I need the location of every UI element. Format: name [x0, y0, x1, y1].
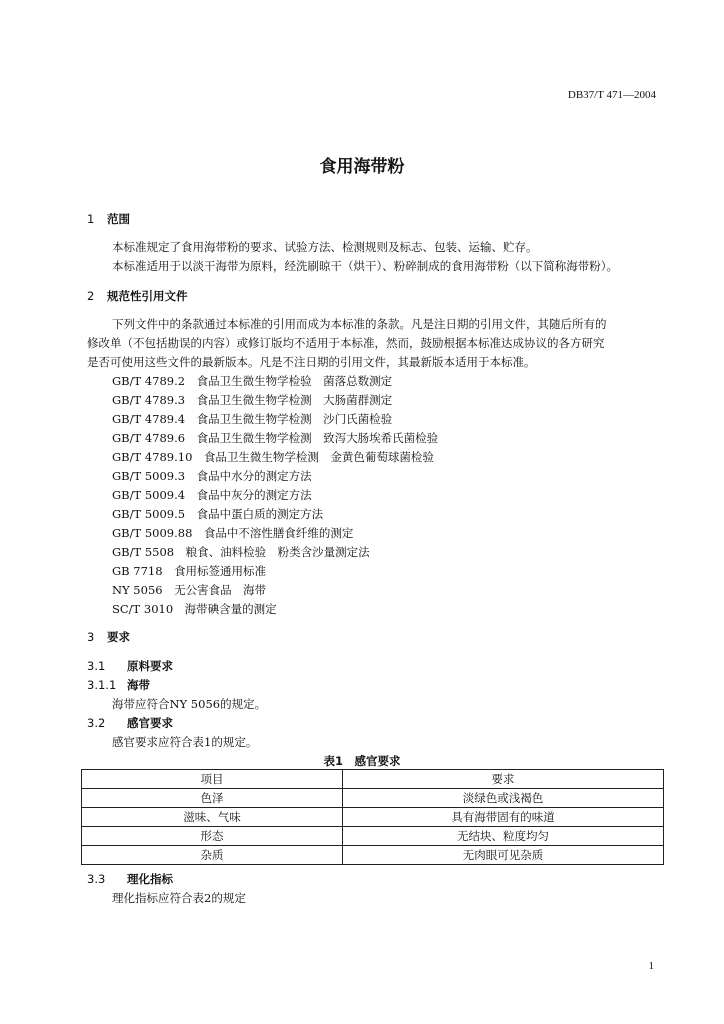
reference-code: GB/T 5009.88	[112, 526, 193, 540]
reference-title: 食品卫生微生物学检测 金黄色葡萄球菌检验	[203, 450, 434, 464]
table-row	[82, 827, 664, 846]
reference-item	[112, 525, 353, 541]
paragraph: 理化指标应符合表2的规定	[112, 891, 246, 905]
table-header-cell: 要求	[343, 770, 664, 789]
paragraph: 海带应符合NY 5056的规定。	[112, 697, 267, 711]
subsection-number: 3.1.1	[87, 678, 117, 692]
section-number: 3	[87, 630, 95, 644]
sensory-requirements-table	[81, 769, 664, 865]
subsection-heading	[87, 677, 150, 693]
reference-item	[112, 487, 312, 503]
reference-code: NY 5056	[112, 583, 163, 597]
section-number: 1	[87, 212, 95, 226]
reference-code: GB/T 5009.5	[112, 507, 186, 521]
table-row	[82, 789, 664, 808]
reference-code: GB 7718	[112, 564, 163, 578]
reference-item	[112, 468, 312, 484]
table-cell: 具有海带固有的味道	[343, 808, 664, 827]
table-header-cell: 项目	[82, 770, 343, 789]
reference-item	[112, 563, 266, 579]
table-cell: 无结块、粒度均匀	[343, 827, 664, 846]
section-title: 范围	[107, 212, 130, 226]
reference-code: GB/T 5009.3	[112, 469, 186, 483]
reference-item	[112, 430, 438, 446]
reference-item	[112, 449, 434, 465]
reference-item	[112, 544, 370, 560]
section-title: 要求	[107, 630, 130, 644]
table-caption: 表1 感官要求	[323, 754, 401, 768]
table-cell: 色泽	[82, 789, 343, 808]
table-cell: 滋味、气味	[82, 808, 343, 827]
reference-title: 食品卫生微生物学检测 沙门氏菌检验	[196, 412, 393, 426]
paragraph: 本标准适用于以淡干海带为原料，经洗刷晾干（烘干）、粉碎制成的食用海带粉（以下简称海带粉）。	[112, 259, 618, 273]
section-number: 2	[87, 289, 95, 303]
table-row	[82, 808, 664, 827]
subsection-number: 3.2	[87, 716, 106, 730]
reference-code: GB/T 4789.6	[112, 431, 186, 445]
reference-title: 食用标签通用标准	[174, 564, 267, 578]
reference-code: GB/T 4789.4	[112, 412, 186, 426]
section-3-heading	[87, 629, 130, 645]
reference-item	[112, 582, 266, 598]
standard-number: DB37/T 471—2004	[567, 89, 656, 101]
table-cell: 无肉眼可见杂质	[343, 846, 664, 865]
reference-title: 海带碘含量的测定	[184, 602, 277, 616]
reference-title: 食品卫生微生物学检测 大肠菌群测定	[196, 393, 393, 407]
subsection-number: 3.1	[87, 659, 106, 673]
paragraph: 本标准规定了食用海带粉的要求、试验方法、检测规则及标志、包装、运输、贮存。	[112, 240, 538, 254]
subsection-title: 海带	[127, 678, 150, 692]
reference-code: GB/T 5508	[112, 545, 175, 559]
reference-title: 食品卫生微生物学检测 致泻大肠埃希氏菌检验	[196, 431, 439, 445]
reference-code: GB/T 5009.4	[112, 488, 186, 502]
table-header-row	[82, 770, 664, 789]
document-title: 食用海带粉	[319, 157, 405, 177]
table-cell: 形态	[82, 827, 343, 846]
reference-title: 食品卫生微生物学检验 菌落总数测定	[196, 374, 393, 388]
page-number: 1	[648, 960, 654, 972]
reference-code: GB/T 4789.3	[112, 393, 186, 407]
section-title: 规范性引用文件	[107, 289, 188, 303]
section-2-heading	[87, 288, 188, 304]
paragraph-line: 修改单（不包括勘误的内容）或修订版均不适用于本标准，然而，鼓励根据本标准达成协议的各方研究	[87, 336, 605, 350]
table-row	[82, 846, 664, 865]
subsection-number: 3.3	[87, 872, 106, 886]
subsection-title: 原料要求	[127, 659, 173, 673]
subsection-title: 感官要求	[127, 716, 173, 730]
reference-title: 食品中水分的测定方法	[196, 469, 312, 483]
subsection-heading	[87, 715, 173, 731]
subsection-heading	[87, 871, 173, 887]
reference-item	[112, 392, 392, 408]
reference-title: 粮食、油料检验 粉类含沙量测定法	[185, 545, 370, 559]
reference-code: GB/T 4789.10	[112, 450, 193, 464]
reference-item	[112, 373, 392, 389]
reference-item	[112, 411, 392, 427]
reference-title: 食品中灰分的测定方法	[196, 488, 312, 502]
reference-title: 食品中不溶性膳食纤维的测定	[203, 526, 354, 540]
section-1-heading	[87, 211, 130, 227]
subsection-heading	[87, 658, 173, 674]
paragraph-line: 是否可使用这些文件的最新版本。凡是不注日期的引用文件，其最新版本适用于本标准。	[87, 355, 536, 369]
table-cell: 淡绿色或浅褐色	[343, 789, 664, 808]
table-cell: 杂质	[82, 846, 343, 865]
reference-code: GB/T 4789.2	[112, 374, 186, 388]
reference-title: 食品中蛋白质的测定方法	[196, 507, 324, 521]
subsection-title: 理化指标	[127, 872, 173, 886]
reference-item	[112, 506, 323, 522]
reference-title: 无公害食品 海带	[174, 583, 267, 597]
paragraph-line: 下列文件中的条款通过本标准的引用而成为本标准的条款。凡是注日期的引用文件，其随后所有的	[112, 317, 607, 331]
reference-code: SC/T 3010	[112, 602, 174, 616]
paragraph: 感官要求应符合表1的规定。	[112, 735, 258, 749]
reference-item	[112, 601, 277, 617]
